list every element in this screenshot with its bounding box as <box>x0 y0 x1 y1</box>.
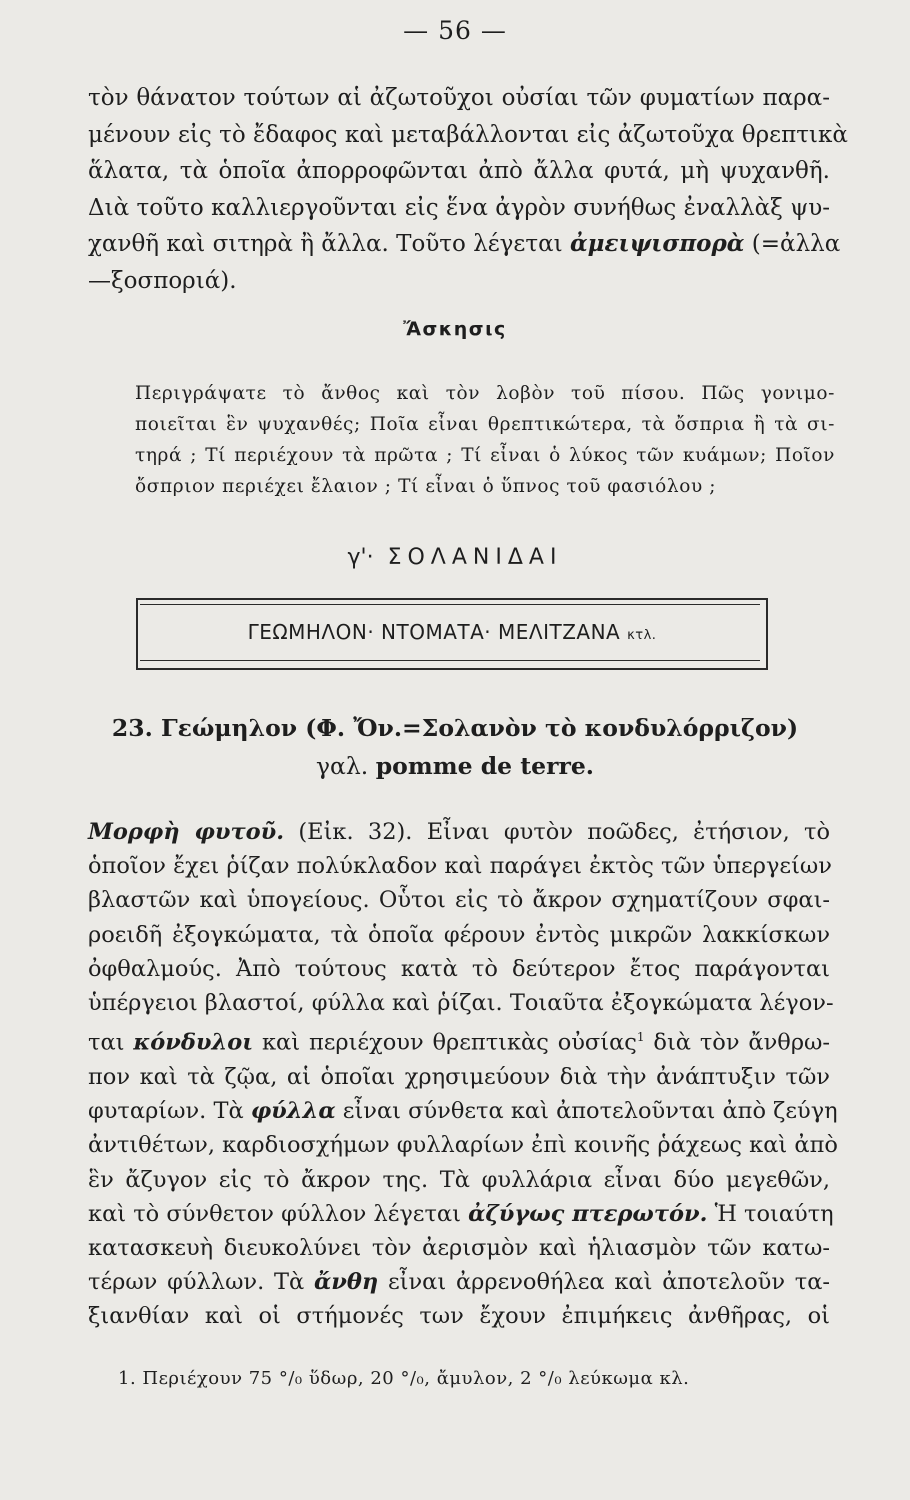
text-line: βλαστῶν καὶ ὑπογείους. Οὗτοι εἰς τὸ ἄκρον σχηματίζουν σφαι- <box>88 887 830 914</box>
text-fragment: καὶ τὸ σύνθετον φύλλον λέγεται <box>88 1200 469 1227</box>
text-fragment: (=ἀλλα <box>744 231 841 257</box>
text-line: ἅλατα, τὰ ὁποῖα ἀπορροφῶνται ἀπὸ ἄλλα φυτά, μὴ ψυχανθῆ. <box>88 158 830 184</box>
boxed-subtitle-text: ΓΕΩΜΗΛΟΝ· ΝΤΟΜΑΤΑ· ΜΕΛΙΤΖΑΝΑ <box>247 620 621 644</box>
entry-subheading <box>0 752 910 780</box>
section-title: ΣΟΛΑΝΙΔΑΙ <box>387 545 563 570</box>
text-line: ἓν ἄζυγον εἰς τὸ ἄκρον της. Τὰ φυλλάρια εἶναι δύο μεγεθῶν, <box>88 1166 830 1193</box>
exercise-paragraph <box>135 378 835 502</box>
term-morphi-phytou: Μορφὴ φυτοῦ. <box>88 819 285 845</box>
text-line <box>88 815 830 849</box>
text-line: ξιανθίαν καὶ οἱ στήμονές των ἔχουν ἐπιμήκεις ἀνθῆρας, οἱ <box>88 1303 830 1330</box>
text-line: Διὰ τοῦτο καλλιεργοῦνται εἰς ἕνα ἀγρὸν συνήθως ἐναλλὰξ ψυ- <box>88 194 830 221</box>
text-line <box>88 226 841 263</box>
text-line: ὑπέργειοι βλαστοί, φύλλα καὶ ῥίζαι. Τοιαῦτα ἐξογκώματα λέγον- <box>88 990 834 1017</box>
text-line: ἀντιθέτων, καρδιοσχήμων φυλλαρίων ἐπὶ κοινῆς ῥάχεως καὶ ἀπὸ <box>88 1132 838 1159</box>
boxed-subtitle-etc: κτλ. <box>627 628 657 643</box>
entry-sub-french: pomme de terre. <box>375 752 594 780</box>
term-kondyloi: κόνδυλοι <box>133 1029 254 1056</box>
body-paragraph <box>88 815 838 1334</box>
text-fragment: τέρων φύλλων. Τὰ <box>88 1269 314 1296</box>
text-fragment: Ἡ τοιαύτη <box>707 1200 834 1227</box>
text-line: μένουν εἰς τὸ ἔδαφος καὶ μεταβάλλονται εἰς ἀζωτοῦχα θρεπτικὰ <box>88 121 848 148</box>
text-fragment: καὶ περιέχουν θρεπτικὰς οὐσίας <box>253 1029 637 1056</box>
text-line: —ξοσποριά). <box>88 267 237 294</box>
text-line: ὀφθαλμούς. Ἀπὸ τούτους κατὰ τὸ δεύτερον ἔτος παράγονται <box>88 955 830 982</box>
text-line <box>88 1094 838 1128</box>
text-line: κατασκευὴ διευκολύνει τὸν ἀερισμὸν καὶ ἡλιασμὸν τῶν κατω- <box>88 1234 830 1261</box>
text-line: ὄσπριον περιέχει ἔλαιον ; Τί εἶναι ὁ ὕπνος τοῦ φασιόλου ; <box>135 476 717 497</box>
term-anthi: ἄνθη <box>313 1269 379 1296</box>
text-fragment: ται <box>88 1029 134 1056</box>
text-line: ποιεῖται ἓν ψυχανθές; Ποῖα εἶναι θρεπτικώτερα, τὰ ὄσπρια ἢ τὰ σι- <box>135 414 835 435</box>
text-fragment: εἶναι σύνθετα καὶ ἀποτελοῦνται ἀπὸ ζεύγη <box>335 1098 838 1125</box>
term-ameipsispora: ἀμειψισπορὰ <box>569 230 745 257</box>
footnote-marker: 1 <box>636 1030 645 1045</box>
entry-heading: 23. Γεώμηλον (Φ. Ὄν.=Σολανὸν τὸ κονδυλόρριζον) <box>111 714 799 742</box>
boxed-subtitle <box>136 620 768 644</box>
page-number: — 56 — <box>403 16 507 45</box>
text-fragment: διὰ τὸν ἄνθρω- <box>644 1029 830 1056</box>
intro-paragraph <box>88 80 848 299</box>
text-fragment: φυταρίων. Τὰ <box>88 1098 251 1125</box>
text-line <box>88 1265 830 1299</box>
text-line: τηρά ; Τί περιέχουν τὰ πρῶτα ; Τί εἶναι ὁ λύκος τῶν κυάμων; Ποῖον <box>135 445 835 466</box>
text-line: ροειδῆ ἐξογκώματα, τὰ ὁποῖα φέρουν ἐντὸς μικρῶν λακκίσκων <box>88 921 830 948</box>
footnote: 1. Περιέχουν 75 °/₀ ὕδωρ, 20 °/₀, ἄμυλον, 2 °/₀ λεύκωμα κλ. <box>118 1368 690 1389</box>
term-azygos-pterotón: ἀζύγως πτερωτόν. <box>468 1200 708 1227</box>
text-fragment: χανθῆ καὶ σιτηρὰ ἢ ἄλλα. Τοῦτο λέγεται <box>88 231 570 257</box>
text-fragment: εἶναι ἀρρενοθήλεα καὶ ἀποτελοῦν τα- <box>378 1269 831 1296</box>
text-line <box>88 1020 830 1060</box>
exercise-title: Ἄσκησις <box>403 318 507 340</box>
text-line: τὸν θάνατον τούτων αἱ ἀζωτοῦχοι οὐσίαι τῶν φυματίων παρα- <box>88 85 830 111</box>
text-line: Περιγράψατε τὸ ἄνθος καὶ τὸν λοβὸν τοῦ πίσου. Πῶς γονιμο- <box>135 383 835 404</box>
term-fylla: φύλλα <box>250 1098 336 1125</box>
section-heading <box>0 545 910 570</box>
text-line <box>88 1197 834 1231</box>
text-line: ὁποῖον ἔχει ῥίζαν πολύκλαδον καὶ παράγει ἐκτὸς τῶν ὑπεργείων <box>88 853 832 880</box>
section-number: γ'· <box>347 545 374 570</box>
text-line: πον καὶ τὰ ζῷα, αἱ ὁποῖαι χρησιμεύουν διὰ τὴν ἀνάπτυξιν τῶν <box>88 1063 830 1090</box>
entry-sub-prefix: γαλ. <box>316 752 376 780</box>
text-fragment: (Εἰκ. 32). Εἶναι φυτὸν ποῶδες, ἐτήσιον, τὸ <box>284 819 830 845</box>
